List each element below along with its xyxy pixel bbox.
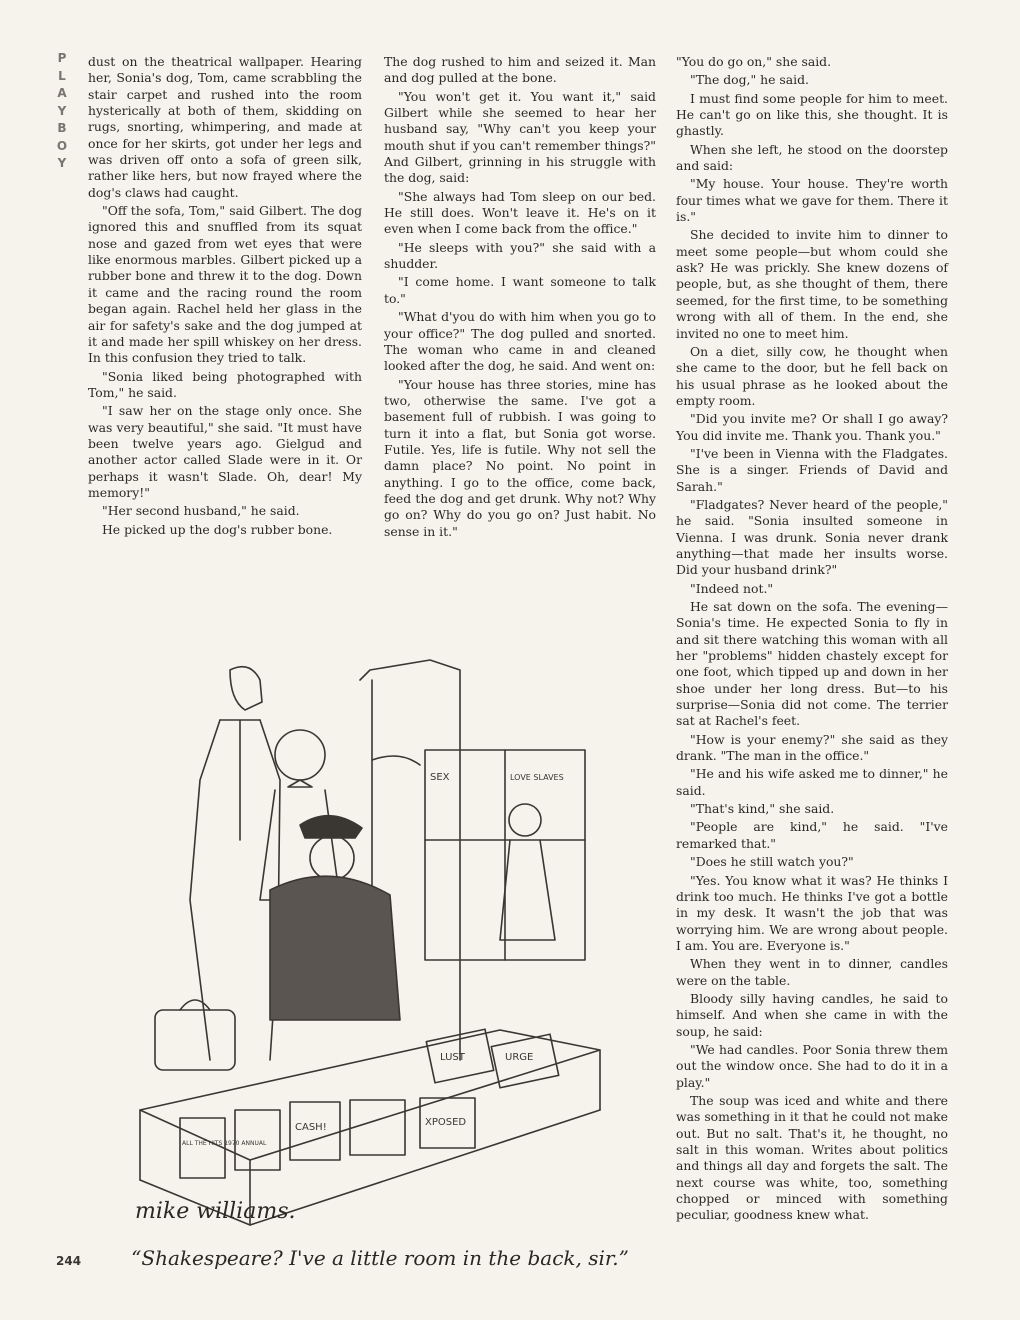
cartoon-drawing xyxy=(100,640,660,1240)
paragraph: "You won't get it. You want it," said Gilbert while she seemed to hear her husband say, "Why can't you keep your mouth shut if you can't remember things?" And Gilbert, grinning in his struggle with the dog, said: xyxy=(384,88,656,186)
briefcase xyxy=(155,1010,235,1070)
page-number: 244 xyxy=(56,1254,82,1268)
magazine-text-all-hits: ALL THE HITS 1970 ANNUAL xyxy=(182,1140,267,1147)
side-label-letter: B xyxy=(57,121,67,135)
hat xyxy=(300,816,362,838)
magazine-side-label xyxy=(52,50,72,173)
side-label-letter: A xyxy=(57,86,67,100)
shopkeeper-head xyxy=(275,730,325,780)
paragraph: "I've been in Vienna with the Fladgates. She is a singer. Friends of David and Sarah." xyxy=(676,445,948,494)
paragraph: "People are kind," he said. "I've remarked that." xyxy=(676,819,948,851)
paragraph: "He and his wife asked me to dinner," he said. xyxy=(676,766,948,798)
side-label-letter: P xyxy=(57,51,67,65)
paragraph: "My house. Your house. They're worth four times what we gave for them. There it is." xyxy=(676,176,948,225)
paragraph: "He sleeps with you?" she said with a shudder. xyxy=(384,239,656,272)
magazine-text-cash: CASH! xyxy=(295,1122,327,1133)
text-column-2 xyxy=(384,54,656,542)
paragraph: "Her second husband," he said. xyxy=(102,503,300,519)
side-label-letter: Y xyxy=(57,103,67,118)
magazine-text-urge: URGE xyxy=(505,1052,534,1063)
paragraph: "The dog," he said. xyxy=(690,72,809,88)
paragraph: "I saw her on the stage only once. She was very beautiful," she said. "It must have been twelve years ago. Gielgud and another actor called Slade were in it. Or perhaps it wasn't Slade. Oh, dear! My memory!" xyxy=(88,403,362,500)
paragraph: On a diet, silly cow, he thought when she came to the door, but he fell back on his usual phrase as he looked about the empty room. xyxy=(676,343,948,408)
paragraph: "How is your enemy?" she said as they drank. "The man in the office." xyxy=(676,731,948,764)
paragraph: When she left, he stood on the doorstep and said: xyxy=(676,141,948,174)
paragraph: The soup was iced and white and there was something in it that he could not make out. But no salt. That's it, he thought, no salt in this woman. Writes about politics and things all day and forgets the salt. The next course was white, too, something chopped or minced with something peculiar, goodness knew what. xyxy=(676,1092,948,1223)
paragraph: He sat down on the sofa. The evening—Sonia's time. He expected Sonia to fly in and sit there watching this woman with all her "problems" hidden chastely except for one foot, which tipped up and down in her shoe under her long dress. But—to his surprise—Sonia did not come. The terrier sat at Rachel's feet. xyxy=(676,599,948,729)
paragraph: "That's kind," she said. xyxy=(690,801,835,817)
magazine-text-xposed: XPOSED xyxy=(425,1117,467,1128)
text-column-3 xyxy=(676,54,948,1226)
paragraph: "She always had Tom sleep on our bed. He still does. Won't leave it. He's on it even when I come back from the office." xyxy=(384,188,656,237)
sign-text-love-slaves: LOVE SLAVES xyxy=(510,773,564,782)
cartoon-caption: “Shakespeare? I've a little room in the back, sir.” xyxy=(131,1246,629,1270)
paragraph: When they went in to dinner, candles were on the table. xyxy=(676,956,948,988)
paragraph: "Did you invite me? Or shall I go away? You did invite me. Thank you. Thank you." xyxy=(676,411,948,443)
paragraph: She decided to invite him to dinner to meet some people—but whom could she ask? He was prickly. She knew dozens of people, but, as she thought of them, there seemed, for the first time, to be something wrong with all of them. In the end, she invited no one to meet him. xyxy=(676,227,948,341)
paragraph: "I come home. I want someone to talk to." xyxy=(384,274,656,306)
cartoon-illustration xyxy=(100,640,660,1240)
side-label-letter: O xyxy=(56,138,68,153)
paragraph: "Off the sofa, Tom," said Gilbert. The dog ignored this and snuffled from its squat nose and gazed from wet eyes that were like enormous marbles. Gilbert picked up a rubber bone and threw it to the dog. Down it came and the racing round the room began again. Rachel held her glass in the air for safety's sake and the dog jumped at it and made her spill whiskey on her dress. In this confusion they tried to talk. xyxy=(88,203,362,366)
paragraph: The dog rushed to him and seized it. Man and dog pulled at the bone. xyxy=(384,54,656,86)
side-label-letter: L xyxy=(58,68,66,83)
paragraph: "Sonia liked being photographed with Tom," he said. xyxy=(88,368,362,400)
paragraph: "Yes. You know what it was? He thinks I drink too much. He thinks I've got a bottle in my desk. It wasn't the job that was worrying him. We are wrong about people. I am. You are. Everyone is." xyxy=(676,872,948,953)
paragraph: "Fladgates? Never heard of the people," he said. "Sonia insulted someone in Vienna. I was drunk. Sonia never drank anything—that made her insults worse. Did your husband drink?" xyxy=(676,496,948,578)
paragraph: I must find some people for him to meet. He can't go on like this, she thought. It is ghastly. xyxy=(676,90,948,139)
artist-signature: mike williams. xyxy=(135,1199,296,1224)
text-column-1 xyxy=(88,54,362,540)
paragraph: "Does he still watch you?" xyxy=(690,854,854,870)
paragraph: "Your house has three stories, mine has two, otherwise the same. I've got a basement full of rubbish. I was going to turn it into a flat, but Sonia got worse. Futile. Yes, life is futile. Why not sell the damn place? No point. No point in anything. I go to the office, come back, feed the dog and get drunk. Why not? Why go on? Why do you go on? Just habit. No sense in it." xyxy=(384,376,656,539)
tall-man-head xyxy=(230,667,262,710)
paragraph: He picked up the dog's rubber bone. xyxy=(102,521,333,537)
paragraph: "We had candles. Poor Sonia threw them out the window once. She had to do it in a play." xyxy=(676,1041,948,1090)
side-label-letter: Y xyxy=(57,156,67,170)
magazine-text-lust: LUST xyxy=(440,1052,465,1063)
paragraph: "Indeed not." xyxy=(690,580,774,596)
paragraph: "What d'you do with him when you go to your office?" The dog pulled and snorted. The woman who came in and cleaned looked after the dog, he said. And went on: xyxy=(384,309,656,374)
sign-text-sex: SEX xyxy=(430,772,450,783)
paragraph: dust on the theatrical wallpaper. Hearing her, Sonia's dog, Tom, came scrabbling the stair carpet and rushed into the room hysterically at both of them, skidding on rugs, snorting, whimpering, and made at once for her skirts, got under her legs and was driven off onto a sofa of green silk, rather like hers, but now frayed where the dog's claws had caught. xyxy=(88,54,362,200)
paragraph: Bloody silly having candles, he said to himself. And when she came in with the soup, he said: xyxy=(676,990,948,1039)
paragraph: "You do go on," she said. xyxy=(676,54,832,69)
